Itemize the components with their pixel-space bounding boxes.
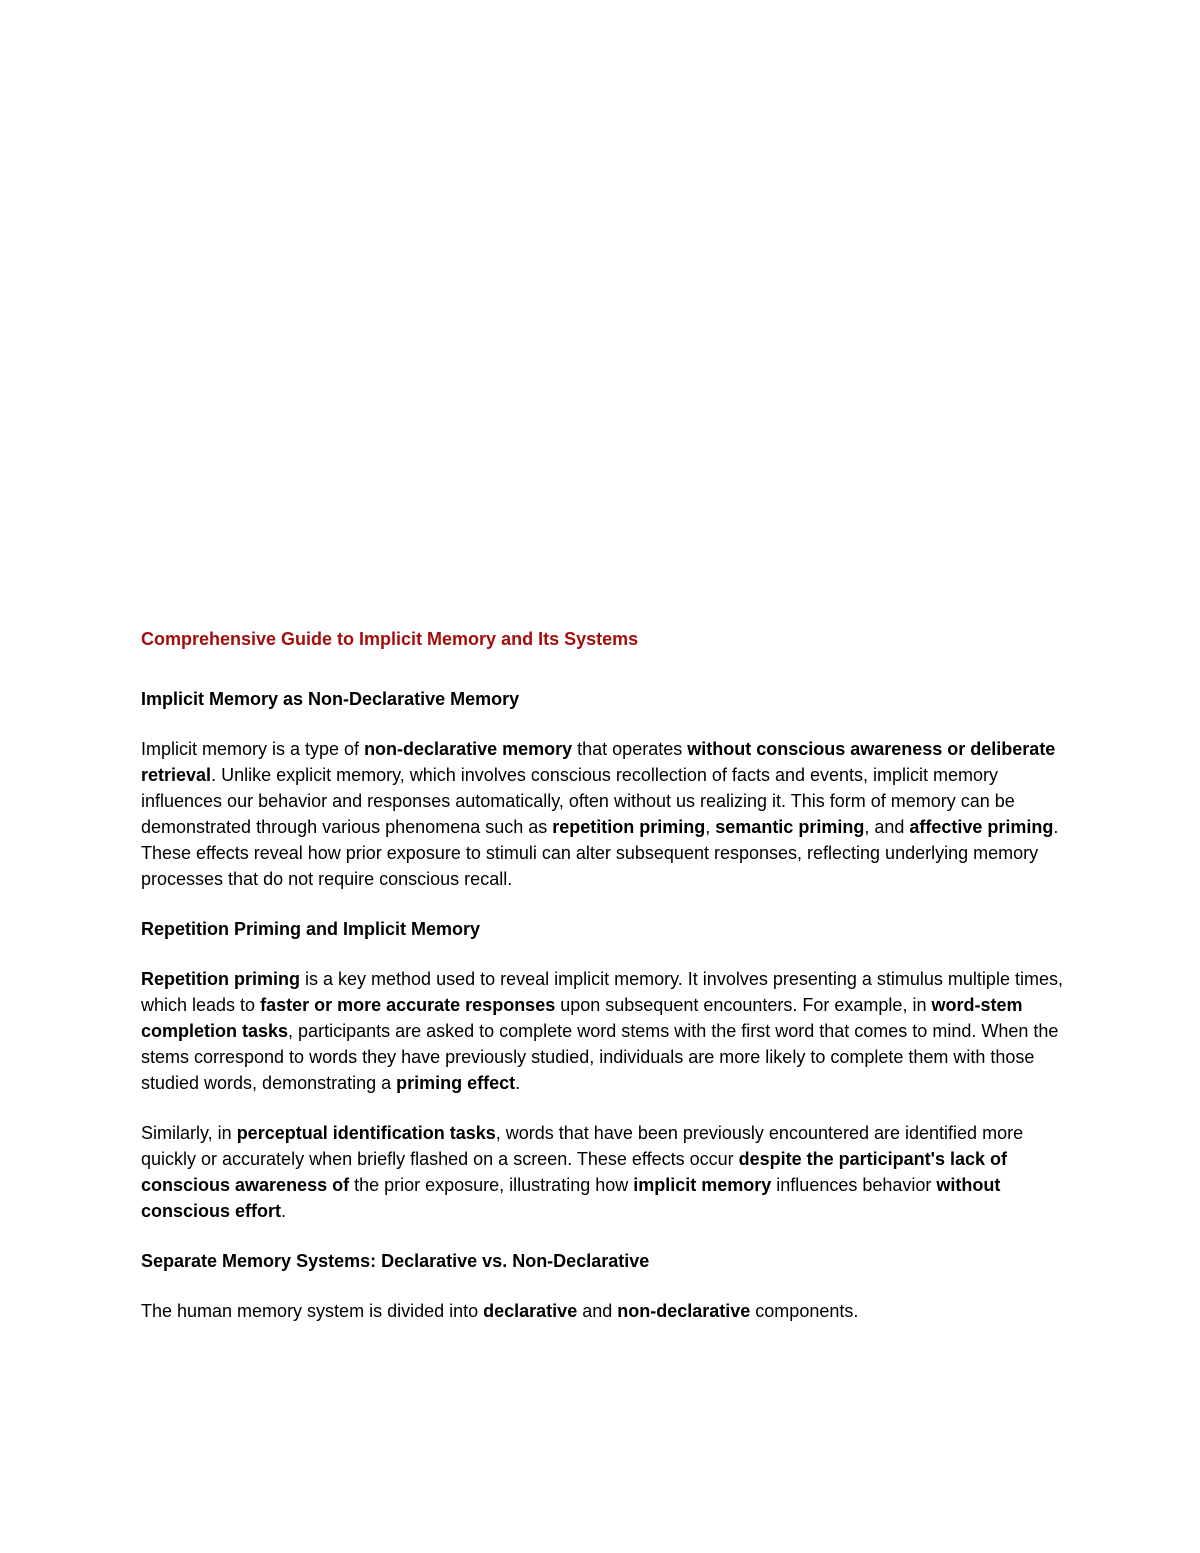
bold-term: semantic priming xyxy=(715,817,865,837)
bold-term: declarative xyxy=(483,1301,578,1321)
paragraph-text: that operates xyxy=(572,739,688,759)
section-heading: Separate Memory Systems: Declarative vs. Non-Declarative xyxy=(141,1251,650,1271)
document-page xyxy=(141,626,1066,1348)
section-paragraph xyxy=(141,1120,1066,1224)
bold-term: despite the participant's lack of conscious awareness of xyxy=(141,1149,1007,1195)
bold-term: without conscious effort xyxy=(141,1175,1001,1221)
paragraph-text: The human memory system is divided into xyxy=(141,1301,484,1321)
paragraph-text: , participants are asked to complete word stems with the first word that comes to mind. When the stems correspond to words they have previously studied, individuals are more likely to complete them with those studied words, demonstrating a xyxy=(141,1021,1059,1093)
document-title: Comprehensive Guide to Implicit Memory and Its Systems xyxy=(141,629,639,649)
paragraph-text: the prior exposure, illustrating how xyxy=(349,1175,634,1195)
paragraph-text: Implicit memory is a type of xyxy=(141,739,365,759)
bold-term: perceptual identification tasks xyxy=(236,1123,496,1143)
section-heading: Implicit Memory as Non-Declarative Memory xyxy=(141,689,520,709)
paragraph-text: upon subsequent encounters. For example, in xyxy=(555,995,932,1015)
bold-term: without conscious awareness or deliberate retrieval xyxy=(141,739,1056,785)
bold-term: non-declarative memory xyxy=(364,739,573,759)
paragraph-text: , words that have been previously encountered are identified more quickly or accurately when briefly flashed on a screen. These effects occur xyxy=(141,1123,1024,1169)
bold-term: priming effect xyxy=(396,1073,516,1093)
paragraph-text: . xyxy=(515,1073,521,1093)
paragraph-text: and xyxy=(577,1301,618,1321)
bold-term: non-declarative xyxy=(617,1301,751,1321)
section-paragraph xyxy=(141,1298,1066,1324)
paragraph-text: , and xyxy=(864,817,910,837)
paragraph-text: components. xyxy=(750,1301,859,1321)
paragraph-text: . These effects reveal how prior exposure to stimuli can alter subsequent responses, reflecting underlying memory processes that do not require conscious recall. xyxy=(141,817,1059,889)
bold-term: repetition priming xyxy=(552,817,706,837)
section-paragraph xyxy=(141,966,1066,1096)
bold-term: word-stem completion tasks xyxy=(141,995,1023,1041)
paragraph-text: , xyxy=(705,817,716,837)
bold-term: implicit memory xyxy=(633,1175,772,1195)
paragraph-text: . xyxy=(281,1201,287,1221)
paragraph-text: is a key method used to reveal implicit memory. It involves presenting a stimulus multiple times, which leads to xyxy=(141,969,1063,1015)
section-paragraph xyxy=(141,736,1066,892)
paragraph-text: . Unlike explicit memory, which involves conscious recollection of facts and events, implicit memory influences our behavior and responses automatically, often without us realizing it. This form of memory can be demonstrated through various phenomena such as xyxy=(141,765,1015,837)
bold-term: affective priming xyxy=(909,817,1054,837)
bold-term: faster or more accurate responses xyxy=(260,995,556,1015)
section-heading: Repetition Priming and Implicit Memory xyxy=(141,919,481,939)
paragraph-text: influences behavior xyxy=(771,1175,937,1195)
paragraph-text: Similarly, in xyxy=(141,1123,237,1143)
bold-term: Repetition priming xyxy=(141,969,300,989)
